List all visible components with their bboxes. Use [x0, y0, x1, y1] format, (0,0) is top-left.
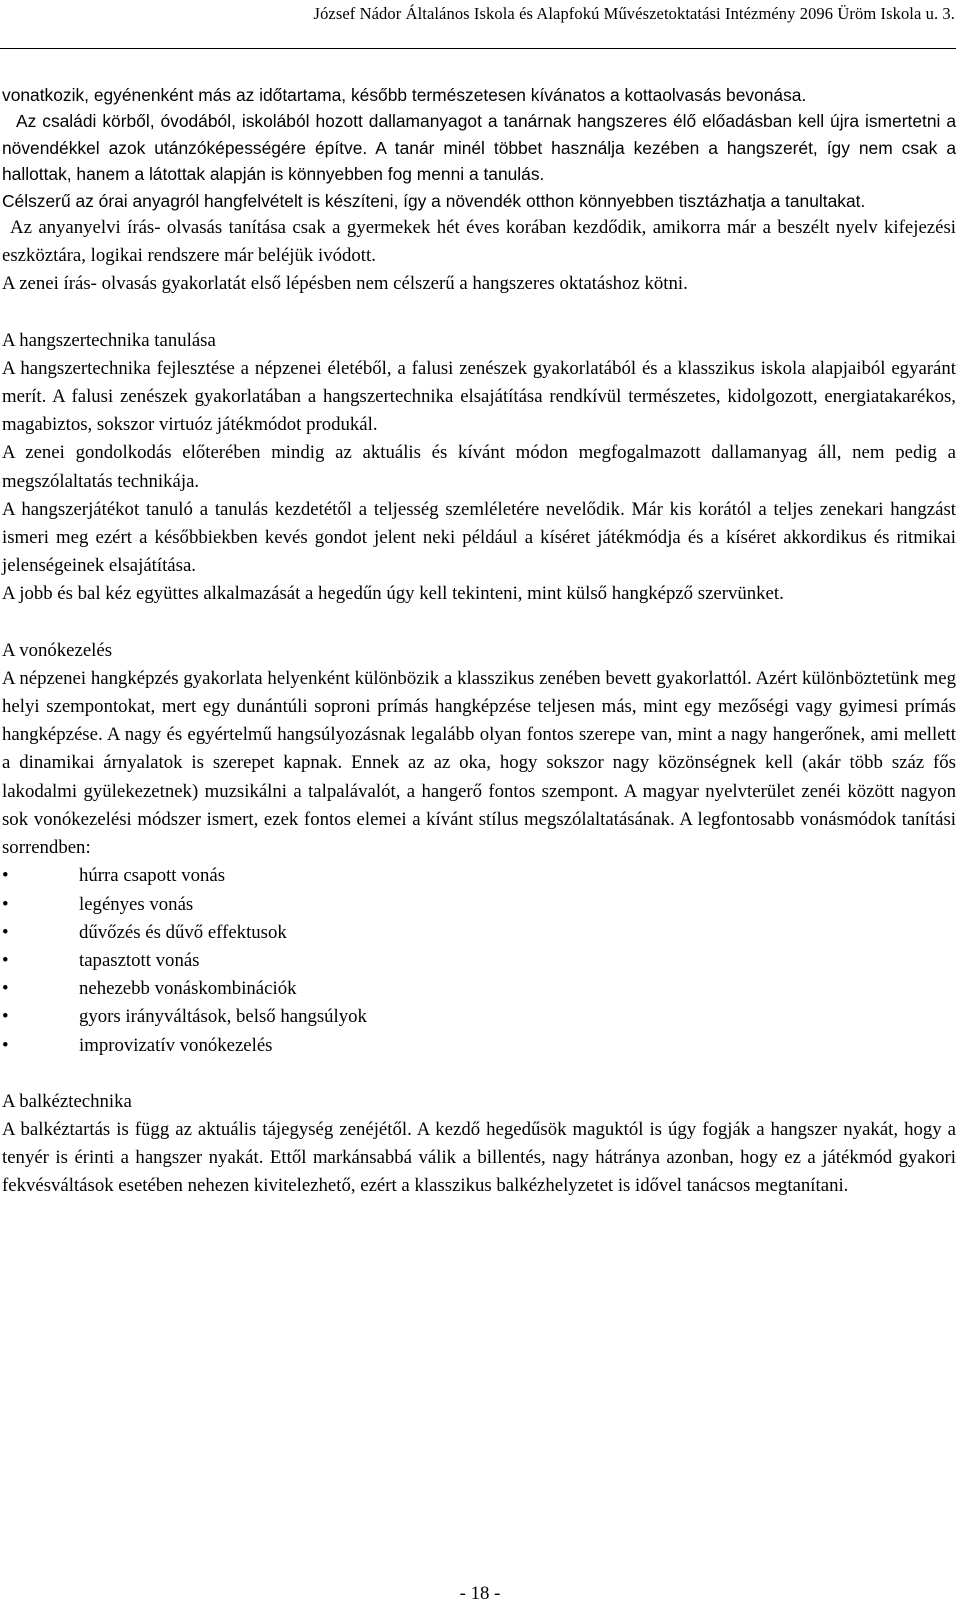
bullet-icon: •: [2, 893, 9, 915]
list-item-text: dűvőzés és dűvő effektusok: [79, 921, 287, 943]
paragraph: A hangszerjátékot tanuló a tanulás kezdetétől a teljesség szemléletére nevelődik. Már kis korától a teljes zenekari hangzást ismeri meg ezért a későbbiekben kevés gondot jelent neki például a kíséret játékmódja és a kíséret akkordikus és ritmikai jelenségeinek elsajátítása.: [2, 498, 956, 577]
paragraph: A balkéztartás is függ az aktuális tájegység zenéjétől. A kezdő hegedűsök maguktól is úgy fogják a hangszer nyakát, hogy a tenyér is érinti a hangszer nyakát. Ettől markánsabbá válik a billentés, nagy hátránya azonban, hogy ez a játékmód gyakori fekvésváltások esetében nehezen kivitelezhető, ezért a klasszikus balkézhelyzetet is idővel tanácsos megtanítani.: [2, 1118, 956, 1197]
paragraph: Célszerű az órai anyagról hangfelvételt is készíteni, így a növendék otthon könnyebben tisztázhatja a tanultakat.: [2, 190, 866, 211]
list-item: [2, 862, 956, 890]
list-item-text: legényes vonás: [79, 893, 194, 915]
bullet-icon: •: [2, 949, 9, 971]
paragraph: Az anyanyelvi írás- olvasás tanítása csak a gyermekek hét éves korában kezdődik, amikorra már a beszélt nyelv kifejezési eszköztára, logikai rendszere már beléjük ivódott.: [2, 217, 956, 267]
intro-serif-block: [2, 214, 956, 299]
bullet-icon: •: [2, 1034, 9, 1056]
section-heading: A balkéztechnika: [2, 1090, 132, 1112]
list-item: [2, 1032, 956, 1060]
section-technique: [2, 327, 956, 609]
bullet-icon: •: [2, 978, 9, 1000]
paragraph: A népzenei hangképzés gyakorlata helyenként különbözik a klasszikus zenében bevett gyakorlattól. Azért különböztetünk meg helyi szempontokat, mert egy dunántúli soproni prímás hangképzése teljesen más, mint egy mezőségi vagy gyimesi prímás hangképzése. A nagy és egyértelmű hangsúlyozásnak legalább olyan fontos szerepe van, mint a nagy hangerőnek, ami mellett a dinamikai árnyalatok is szerepet kapnak. Ennek az az oka, hogy sokszor nagy közönségnek kell (akár több száz fős lakodalmi gyülekezetnek) muzsikálni a talpalávalót, a hangerő fontos szempont. A magyar nyelvterület zenéi között nagyon sok vonókezelési módszer ismert, ezek fontos elemei a kívánt stílus megszólaltatásának. A legfontosabb vonásmódok tanítási sorrendben:: [2, 667, 956, 859]
paragraph: vonatkozik, egyénenként más az időtartama, később természetesen kívánatos a kottaolvasás bevonása.: [2, 85, 807, 105]
page-number: - 18 -: [459, 1583, 501, 1604]
spacer: [2, 609, 956, 637]
section-bowing: [2, 637, 956, 1060]
list-item: [2, 891, 956, 919]
bullet-icon: •: [2, 921, 9, 943]
paragraph: A zenei gondolkodás előterében mindig az aktuális és kívánt módon megfogalmazott dallamanyag áll, nem pedig a megszólaltatás technikája.: [2, 442, 956, 492]
page-header: József Nádor Általános Iskola és Alapfokú Művészetoktatási Intézmény 2096 Üröm Iskola u. 3.: [313, 4, 955, 23]
list-item: [2, 947, 956, 975]
list-item: [2, 975, 956, 1003]
list-item-text: improvizatív vonókezelés: [79, 1034, 273, 1056]
list-item-text: tapasztott vonás: [79, 949, 200, 971]
list-item: [2, 919, 956, 947]
paragraph: A zenei írás- olvasás gyakorlatát első lépésben nem célszerű a hangszeres oktatáshoz kötni.: [2, 273, 688, 295]
list-item: [2, 1003, 956, 1031]
list-item-text: húrra csapott vonás: [79, 865, 226, 887]
header-rule: [0, 48, 956, 49]
section-heading: A hangszertechnika tanulása: [2, 329, 216, 351]
paragraph: A hangszertechnika fejlesztése a népzenei életéből, a falusi zenészek gyakorlatából és a klasszikus iskola alapjaiból egyaránt merít. A falusi zenészek gyakorlatában a hangszertechnika elsajátítása rendkívül természetes, kidolgozott, energiatakarékos, magabiztos, sokszor virtuóz játékmódot produkál.: [2, 357, 956, 436]
page-content: [2, 82, 956, 1201]
section-heading: A vonókezelés: [2, 639, 113, 661]
paragraph: Az családi körből, óvodából, iskolából hozott dallamanyagot a tanárnak hangszeres élő előadásban kell újra ismertetni a növendékkel azok utánzóképességére építve. A tanár minél többet használja kezében a hangszerét, így nem csak a hallottak, hanem a látottak alapján is könnyebben fog menni a tanulás.: [2, 111, 956, 185]
bullet-icon: •: [2, 865, 9, 887]
bowing-list: [2, 862, 956, 1059]
section-left-hand: [2, 1088, 956, 1201]
list-item-text: nehezebb vonáskombinációk: [79, 978, 297, 1000]
spacer: [2, 299, 956, 327]
paragraph: A jobb és bal kéz együttes alkalmazását a hegedűn úgy kell tekinteni, mint külső hangképző szervünket.: [2, 583, 784, 605]
list-item-text: gyors irányváltások, belső hangsúlyok: [79, 1006, 367, 1028]
intro-sans-block: [2, 82, 956, 214]
bullet-icon: •: [2, 1006, 9, 1028]
spacer: [2, 1060, 956, 1088]
